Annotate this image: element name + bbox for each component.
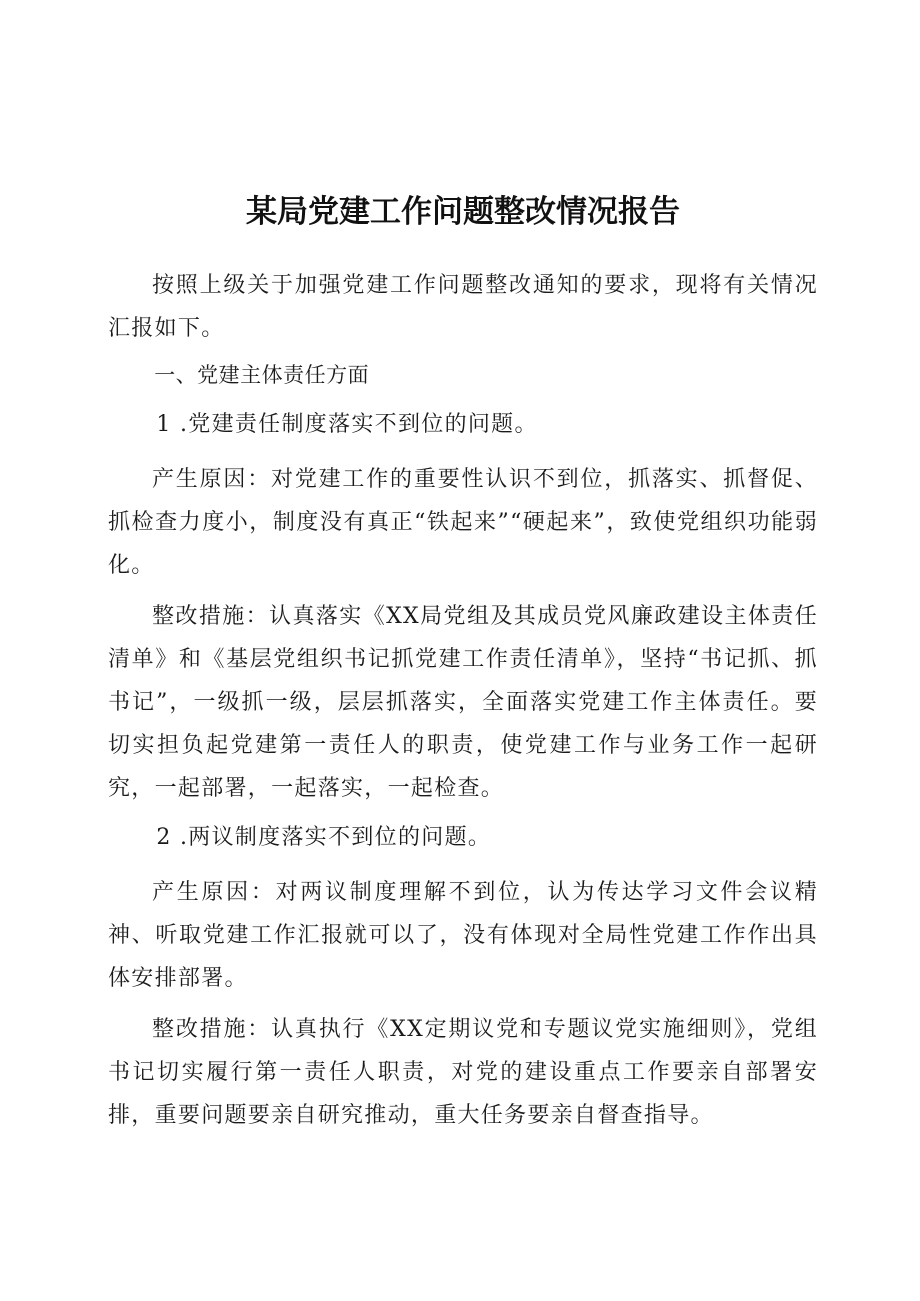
intro-paragraph: 按照上级关于加强党建工作问题整改通知的要求，现将有关情况汇报如下。 (108, 273, 818, 341)
item-2-cause: 产生原因：对两议制度理解不到位，认为传达学习文件会议精神、听取党建工作汇报就可以了，没有体现对全局性党建工作作出具体安排部署。 (108, 880, 818, 991)
section-heading-1: 一、党建主体责任方面 (154, 363, 370, 387)
document-title: 某局党建工作问题整改情况报告 (246, 194, 680, 230)
item-1-cause: 产生原因：对党建工作的重要性认识不到位，抓落实、抓督促、抓检查力度小，制度没有真正“铁起来”“硬起来”，致使党组织功能弱化。 (108, 467, 818, 578)
item-1-title: 1 .党建责任制度落实不到位的问题。 (156, 412, 538, 437)
item-2-measure: 整改措施：认真执行《XX定期议党和专题议党实施细则》，党组书记切实履行第一责任人职责，对党的建设重点工作要亲自部署安排，重要问题要亲自研究推动，重大任务要亲自督查指导。 (108, 1017, 818, 1128)
item-1-measure: 整改措施：认真落实《XX局党组及其成员党风廉政建设主体责任清单》和《基层党组织书记抓党建工作责任清单》，坚持“书记抓、抓书记”，一级抓一级，层层抓落实，全面落实党建工作主体责任。要切实担负起党建第一责任人的职责，使党建工作与业务工作一起研究，一起部署，一起落实，一起检查。 (108, 604, 818, 801)
item-2-title: 2 .两议制度落实不到位的问题。 (156, 825, 492, 850)
